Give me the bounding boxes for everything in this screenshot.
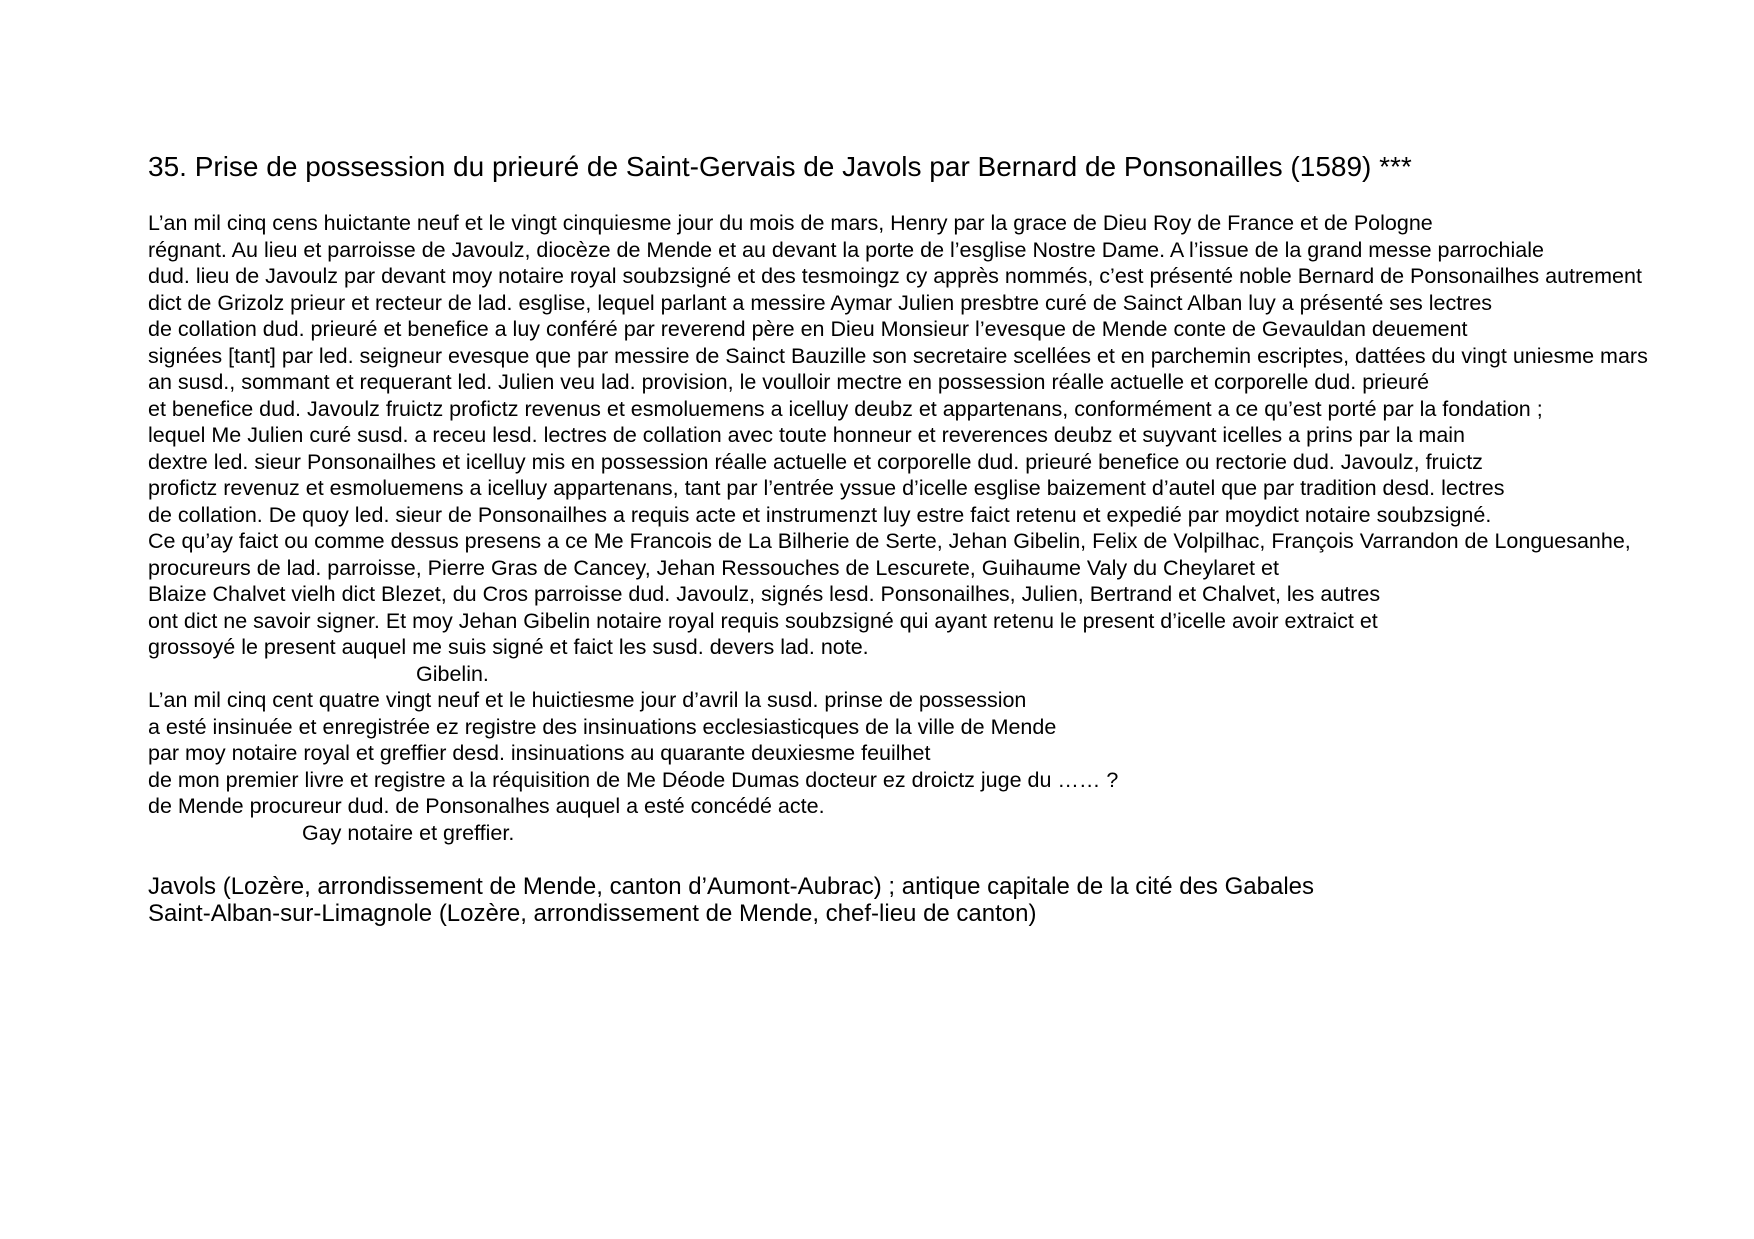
- signature-gibelin: Gibelin.: [416, 661, 489, 686]
- insinuation-line: de Mende procureur dud. de Ponsonalhes auquel a esté concédé acte.: [148, 794, 825, 818]
- act-line: dud. lieu de Javoulz par devant moy notaire royal soubzsigné et des tesmoingz cy apprès nommés, c’est présenté noble Bernard de Ponsonailhes autrement: [148, 264, 1642, 288]
- act-line: de collation dud. prieuré et benefice a luy conféré par reverend père en Dieu Monsieur l’evesque de Mende conte de Gevauldan deuement: [148, 317, 1468, 341]
- act-line: dextre led. sieur Ponsonailhes et icelluy mis en possession réalle actuelle et corporelle dud. prieuré benefice ou rectorie dud. Javoulz, fruictz: [148, 449, 1483, 474]
- act-line: grossoyé le present auquel me suis signé et faict les susd. devers lad. note.: [148, 635, 869, 659]
- act-line: régnant. Au lieu et parroisse de Javoulz, diocèze de Mende et au devant la porte de l’esglise Nostre Dame. A l’issue de la grand messe parrochiale: [148, 237, 1544, 262]
- act-line: L’an mil cinq cens huictante neuf et le vingt cinquiesme jour du mois de mars, Henry par la grace de Dieu Roy de France et de Pologne: [148, 211, 1433, 235]
- insinuation-line: par moy notaire royal et greffier desd. insinuations au quarante deuxiesme feuilhet: [148, 741, 931, 765]
- act-line: et benefice dud. Javoulz fruictz profictz revenus et esmoluemens a icelluy deubz et appartenans, conformément a ce qu’est porté par la fondation ;: [148, 396, 1543, 421]
- signature-gay: Gay notaire et greffier.: [302, 820, 515, 845]
- act-line: procureurs de lad. parroisse, Pierre Gras de Cancey, Jehan Ressouches de Lescurete, Guihaume Valy du Cheylaret et: [148, 555, 1279, 580]
- insinuation-line: a esté insinuée et enregistrée ez registre des insinuations ecclesiasticques de la ville de Mende: [148, 714, 1057, 739]
- act-line: profictz revenuz et esmoluemens a icelluy appartenans, tant par l’entrée yssue d’icelle esglise baizement d’autel que par tradition desd. lectres: [148, 476, 1505, 500]
- insinuation-line: de mon premier livre et registre a la réquisition de Me Déode Dumas docteur ez droictz juge du …… ?: [148, 767, 1119, 792]
- act-line: de collation. De quoy led. sieur de Ponsonailhes a requis acte et instrumenzt luy estre faict retenu et expedié par moydict notaire soubzsigné.: [148, 502, 1492, 527]
- insinuation-line: L’an mil cinq cent quatre vingt neuf et le huictiesme jour d’avril la susd. prinse de possession: [148, 688, 1027, 712]
- note-javols: Javols (Lozère, arrondissement de Mende, canton d’Aumont-Aubrac) ; antique capitale de la cité des Gabales: [148, 873, 1314, 900]
- act-line: dict de Grizolz prieur et recteur de lad. esglise, lequel parlant a messire Aymar Julien presbtre curé de Sainct Alban luy a présenté ses lectres: [148, 290, 1493, 315]
- document-title: 35. Prise de possession du prieuré de Saint-Gervais de Javols par Bernard de Ponsonailles (1589) ***: [148, 151, 1412, 182]
- act-line: lequel Me Julien curé susd. a receu lesd. lectres de collation avec toute honneur et reverences deubz et suyvant icelles a prins par la main: [148, 423, 1466, 447]
- note-saint-alban: Saint-Alban-sur-Limagnole (Lozère, arrondissement de Mende, chef-lieu de canton): [148, 899, 1037, 927]
- act-line: Ce qu’ay faict ou comme dessus presens a ce Me Francois de La Bilherie de Serte, Jehan Gibelin, Felix de Volpilhac, François Varrandon de Longuesanhe,: [148, 529, 1631, 553]
- act-line: signées [tant] par led. seigneur evesque que par messire de Sainct Bauzille son secretaire scellées et en parchemin escriptes, dattées du vingt uniesme mars: [148, 343, 1648, 368]
- act-line: an susd., sommant et requerant led. Julien veu lad. provision, le voulloir mectre en possession réalle actuelle et corporelle dud. prieuré: [148, 370, 1430, 394]
- footnotes: [148, 873, 1314, 926]
- act-line: ont dict ne savoir signer. Et moy Jehan Gibelin notaire royal requis soubzsigné qui ayant retenu le present d’icelle avoir extraict et: [148, 608, 1378, 633]
- act-text: [148, 210, 1648, 846]
- act-line: Blaize Chalvet vielh dict Blezet, du Cros parroisse dud. Javoulz, signés lesd. Ponsonailhes, Julien, Bertrand et Chalvet, les autres: [148, 582, 1381, 606]
